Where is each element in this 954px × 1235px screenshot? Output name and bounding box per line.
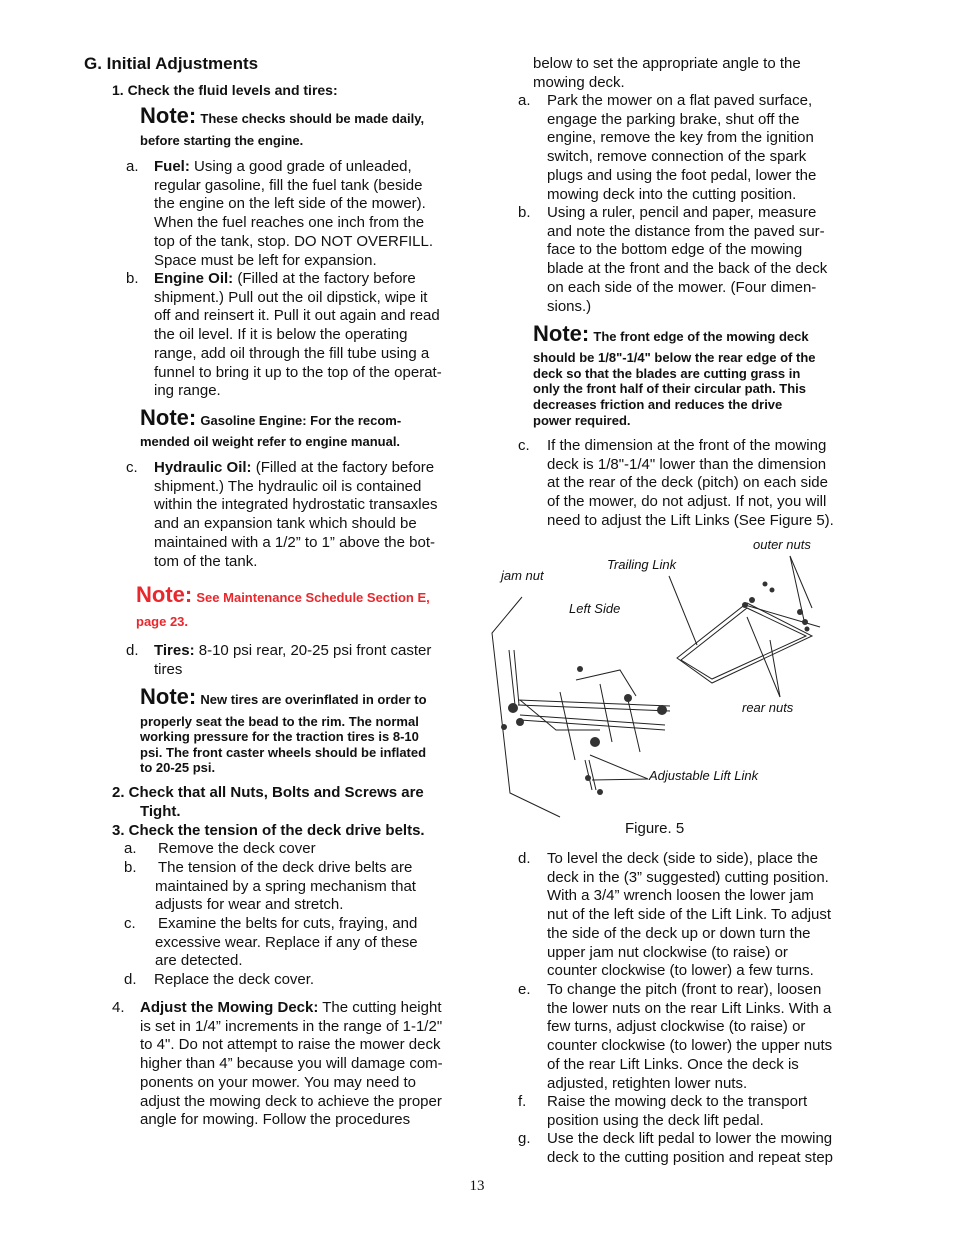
label-outer-nuts: outer nuts <box>753 537 811 552</box>
hydraulic-oil-item: Hydraulic Oil: (Filled at the factory before <box>154 459 435 476</box>
label-trailing-link: Trailing Link <box>607 557 677 572</box>
adjust-deck-item: Adjust the Mowing Deck: The cutting height <box>140 999 442 1016</box>
step-3-heading: 3. Check the tension of the deck drive belts. <box>112 822 425 839</box>
note-oil-weight: Note: Gasoline Engine: For the recom- <box>140 405 402 430</box>
label-jam-nut: jam nut <box>501 568 544 583</box>
label-left-side: Left Side <box>569 601 621 616</box>
page-number: 13 <box>469 1178 485 1194</box>
step-1-heading: 1. Check the fluid levels and tires: <box>112 82 338 98</box>
note-front-edge: Note: The front edge of the mowing deck <box>533 321 809 346</box>
engine-oil-item: Engine Oil: (Filled at the factory before <box>154 270 416 287</box>
fuel-item: Fuel: Using a good grade of unleaded, <box>154 158 412 175</box>
note-tires: Note: New tires are overinflated in order to <box>140 684 427 709</box>
tires-item: Tires: 8-10 psi rear, 20-25 psi front caster <box>154 642 432 659</box>
label-adjustable-lift-link: Adjustable Lift Link <box>649 768 759 783</box>
label-rear-nuts: rear nuts <box>742 700 794 715</box>
note-daily: Note: These checks should be made daily, <box>140 103 425 128</box>
maintenance-page-ref: page 23. <box>136 614 189 629</box>
figure-caption: Figure. 5 <box>625 820 685 837</box>
note-maintenance: Note: See Maintenance Schedule Section E, <box>136 582 430 607</box>
section-title: G. Initial Adjustments <box>84 54 259 73</box>
step-2-heading: 2. Check that all Nuts, Bolts and Screws are <box>112 784 424 801</box>
